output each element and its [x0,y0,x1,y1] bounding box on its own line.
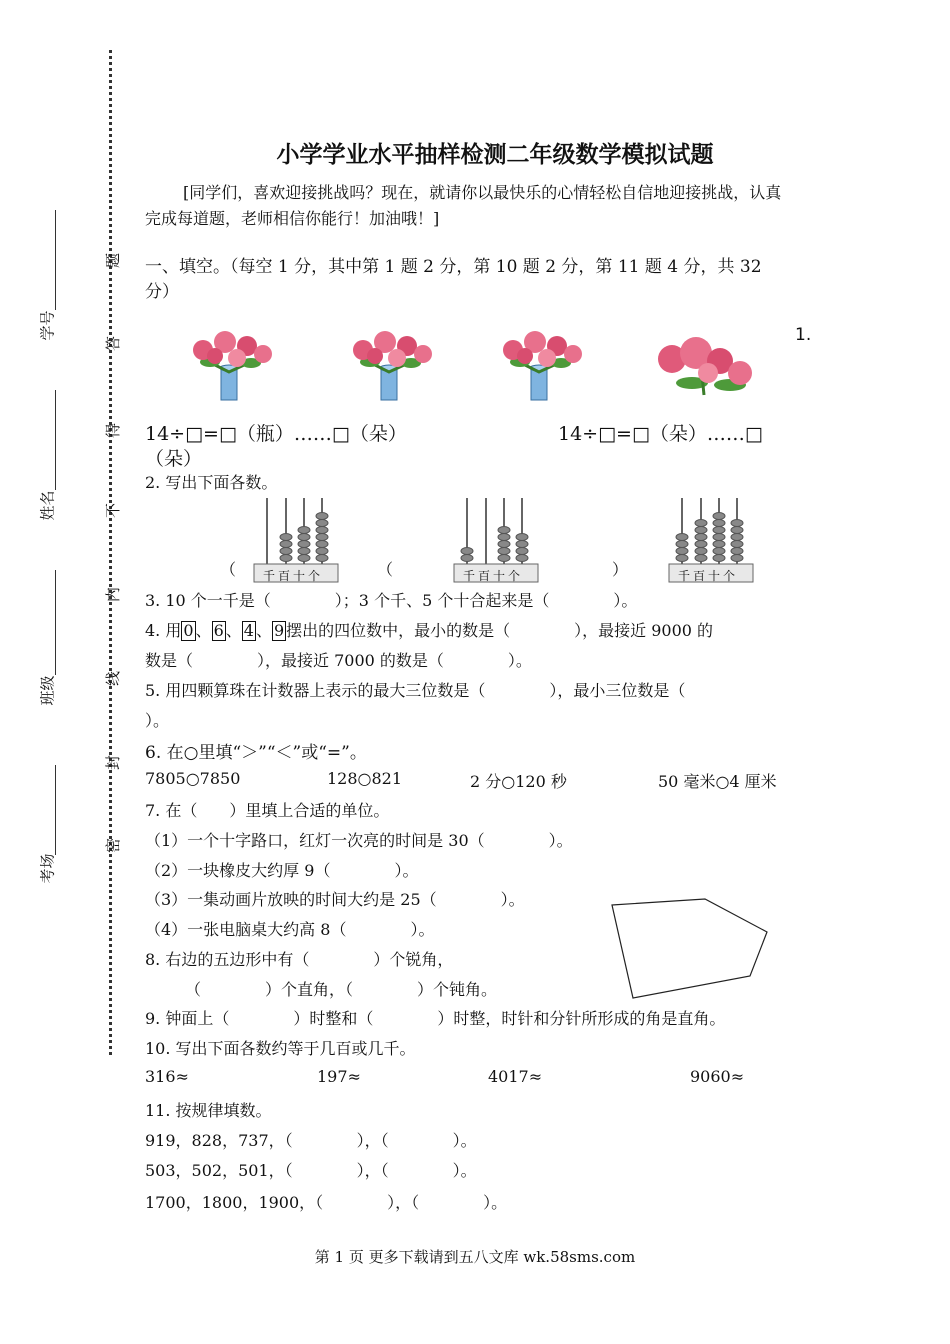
digit-card: 6 [213,621,224,640]
q8-line-1: 8. 右边的五边形中有（ ）个锐角， [145,950,454,969]
abacus-place-label: 十 [708,569,724,583]
page-footer: 第 1 页 更多下载请到五八文库 wk.58sms.com [314,1248,636,1266]
abacus-place-label: 十 [293,569,309,583]
abacus-place-label: 千 [463,569,479,583]
flower-vase-image [495,330,590,402]
q4-line-2: 数是（ ），最接近 7000 的数是（ ）。 [145,651,532,670]
abacus-place-label: 千 [678,569,694,583]
compare-item: 7805○7850 [145,769,241,788]
approx-item: 197≈ [317,1067,361,1086]
student-id-label: 学号 [38,310,57,341]
seal-char: 密 [104,837,123,854]
abacus-place-label: 十 [493,569,509,583]
seal-char: 线 [104,670,123,687]
compare-item: 2 分○120 秒 [470,772,567,791]
abacus-2 [453,496,541,590]
q4-separator: 、 [195,621,212,640]
q8-line-2: （ ）个直角，（ ）个钝角。 [185,980,498,999]
q11-text: 11. 按规律填数。 [145,1101,272,1120]
q7-text: 7. 在（ ）里填上合适的单位。 [145,801,390,820]
compare-item: 50 毫米○4 厘米 [658,772,777,791]
student-id-blank[interactable] [55,210,56,310]
abacus-place-label: 个 [308,569,324,583]
intro-line-2: 完成每道题，老师相信你能行！加油哦！] [145,209,440,228]
name-blank[interactable] [55,390,56,490]
unit-item: （4）一张电脑桌大约高 8（ ）。 [145,920,435,939]
q3-text: 3. 10 个一千是（ ）；3 个千、5 个十合起来是（ ）。 [145,591,638,610]
sequence-item: 1700，1800，1900，（ ），（ ）。 [145,1193,508,1212]
unit-item: （3）一集动画片放映的时间大约是 25（ ）。 [145,890,525,909]
abacus-3 [668,496,756,590]
unit-item: （2）一块橡皮大约厚 9（ ）。 [145,861,419,880]
flower-vase-image [185,330,280,402]
compare-item: 128○821 [327,769,403,788]
q4-suffix: 摆出的四位数中，最小的数是（ ），最接近 9000 的 [286,621,714,640]
q1-right-equation: 14÷□=□（朵）……□ [558,423,763,445]
abacus-place-label: 个 [508,569,524,583]
flower-bouquet-image [652,335,762,397]
q6-text: 6. 在○里填“＞”“＜”或“=”。 [145,743,367,763]
abacus-place-label: 个 [723,569,739,583]
approx-item: 4017≈ [488,1067,543,1086]
q4-line-1 [145,618,713,641]
abacus-place-label: 百 [478,569,494,583]
exam-room-blank[interactable] [55,765,56,855]
answer-paren-close: ） [612,560,629,579]
class-label: 班级 [38,675,57,706]
approx-item: 316≈ [145,1067,189,1086]
answer-paren-close-open: （ [377,560,394,579]
q5-line-1: 5. 用四颗算珠在计数器上表示的最大三位数是（ ），最小三位数是（ [145,681,686,700]
exam-room-label: 考场 [38,853,57,884]
q9-text: 9. 钟面上（ ）时整和（ ）时整，时针和分针所形成的角是直角。 [145,1009,726,1028]
abacus-place-label: 百 [278,569,294,583]
sequence-item: 503，502，501，（ ），（ ）。 [145,1161,477,1180]
pentagon-figure [608,896,773,1006]
binding-dotted-line [109,50,112,1055]
unit-item: （1）一个十字路口，红灯一次亮的时间是 30（ ）。 [145,831,573,850]
q2-text: 2. 写出下面各数。 [145,473,278,492]
intro-line-1: [同学们，喜欢迎接挑战吗？现在，就请你以最快乐的心情轻松自信地迎接挑战，认真 [183,183,782,202]
seal-char: 内 [104,586,123,603]
seal-char: 得 [104,422,123,439]
q1-left-equation: 14÷□=□（瓶）……□（朵） [145,423,407,445]
digit-card: 4 [243,621,254,640]
class-blank[interactable] [55,570,56,675]
q4-separator: 、 [255,621,272,640]
seal-char: 答 [104,335,123,352]
seal-char: 封 [104,754,123,771]
flower-vase-image [345,330,440,402]
seal-char: 不 [104,502,123,519]
section-heading: 一、填空。（每空 1 分，其中第 1 题 2 分，第 10 题 2 分，第 11 题 4 分，共 32 [145,257,762,277]
abacus-1 [253,496,341,590]
name-label: 姓名 [38,490,57,521]
digit-card: 0 [183,621,194,640]
q10-text: 10. 写出下面各数约等于几百或几千。 [145,1039,416,1058]
abacus-place-label: 百 [693,569,709,583]
abacus-place-label: 千 [263,569,279,583]
approx-item: 9060≈ [690,1067,745,1086]
q4-separator: 、 [225,621,242,640]
sequence-item: 919，828，737，（ ），（ ）。 [145,1131,477,1150]
q4-prefix: 4. 用 [145,621,182,640]
answer-paren-open: （ [220,560,237,579]
q1-number: 1. [795,325,812,345]
page-title: 小学学业水平抽样检测二年级数学模拟试题 [276,142,714,168]
section-heading-wrap: 分） [145,282,179,302]
digit-card: 9 [273,621,285,640]
q1-right-equation-wrap: （朵） [145,448,203,470]
seal-char: 题 [104,252,123,269]
q5-line-2: ）。 [145,711,170,730]
